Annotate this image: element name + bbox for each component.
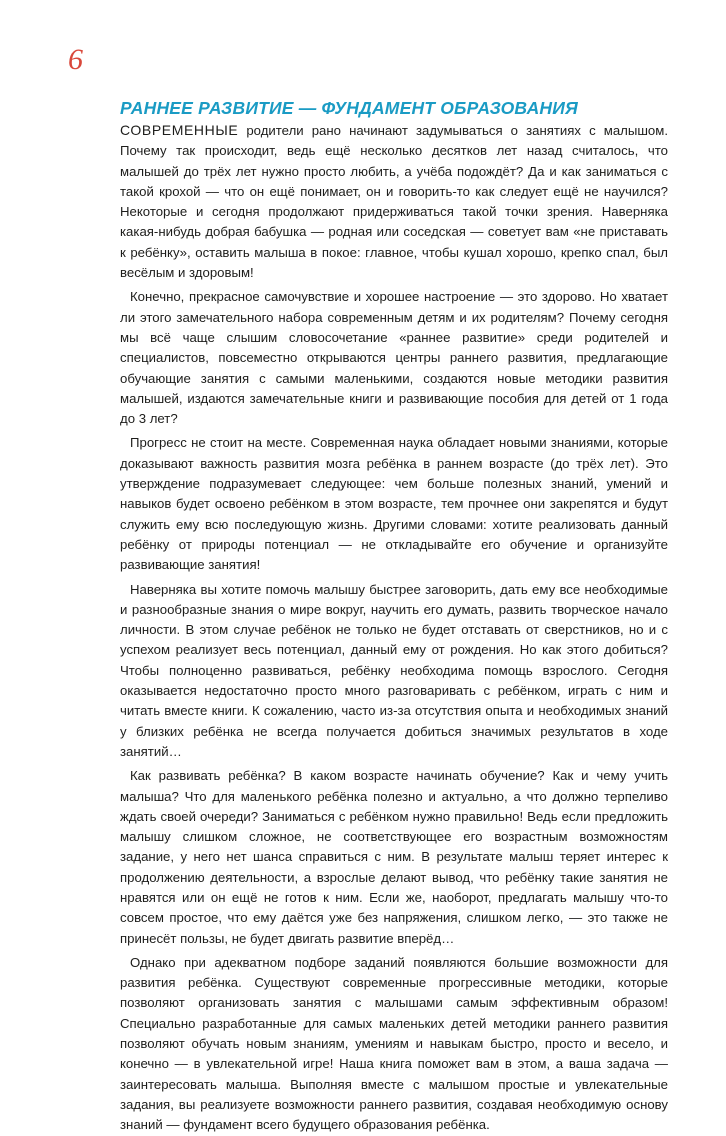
paragraph-5: Как развивать ребёнка? В каком возрасте начинать обучение? Как и чему учить малыша? Что для маленького ребёнка полезно и актуально, а что должно терпеливо ждать своей очереди? Заниматься с ребёнком нужно правильно! Ведь если предложить малышу слишком сложное, не соответствующее его возрастным возможностям задание, у него нет шанса справиться с ним. В результате малыш теряет интерес к продолжению деятельности, а взрослые делают вывод, что ребёнку такие занятия не нравятся или он ещё не готов к ним. Если же, наоборот, предлагать малышу что-то совсем простое, что ему даётся уже без напряжения, слишком легко, — это также не принесёт пользы, не будет двигать развитие вперёд…	[120, 768, 668, 946]
paragraph-2: Конечно, прекрасное самочувствие и хорошее настроение — это здорово. Но хватает ли этого замечательного набора современным детям и их родителям? Почему сегодня мы всё чаще слышим словосочетание «раннее развитие» среди родителей и специалистов, повсеместно открываются центры раннего развития, предлагающие обучающие занятия с самыми маленькими, создаются новые методики развития малышей, издаются замечательные книги и развивающие пособия для детей от 1 года до 3 лет?	[120, 289, 668, 427]
paragraph-6: Однако при адекватном подборе заданий появляются большие возможности для развития ребёнка. Существуют современные прогрессивные методики, которые позволяют организовать занятия с малышами самым эффективным образом! Специально разработанные для самых маленьких детей методики раннего развития позволяют обучать новым знаниям, умениям и навыкам быстро, просто и весело, и конечно — в увлекательной игре! Наша книга поможет вам в этом, а ваша задача — заинтересовать малыша. Выполняя вместе с малышом простые и увлекательные задания, вы реализуете возможности раннего развития, создавая необходимую основу знаний — фундамент всего будущего образования ребёнка.	[120, 954, 668, 1133]
lead-word: СОВРЕМЕННЫЕ	[120, 122, 239, 138]
page-number: 6	[68, 43, 83, 76]
article-title: РАННЕЕ РАЗВИТИЕ — ФУНДАМЕНТ ОБРАЗОВАНИЯ	[120, 98, 578, 118]
paragraph-3: Прогресс не стоит на месте. Современная наука обладает новыми знаниями, которые доказывают важность развития мозга ребёнка в раннем возрасте (до трёх лет). Это утверждение подразумевает следующее: чем больше полезных знаний, умений и навыков будет освоено ребёнком в этом возрасте, тем прочнее они закрепятся и будут служить ему всю последующую жизнь. Другими словами: хотите реализовать данный ребёнку от природы потенциал — не откладывайте его обучение и организуйте развивающие занятия!	[120, 435, 668, 573]
paragraph-4: Наверняка вы хотите помочь малышу быстрее заговорить, дать ему все необходимые и разнообразные знания о мире вокруг, научить его думать, развить творческое начало личности. В этом случае ребёнок не только не будет отставать от сверстников, но и с успехом реализует весь потенциал, данный ему от рождения. Но как этого добиться? Чтобы полноценно развиваться, ребёнку необходима помощь взрослого. Сегодня оказывается недостаточно просто много разговаривать с ребёнком, играть с ним и читать вместе книги. К сожалению, часто из-за отсутствия опыта и необходимых знаний у близких ребёнка не всегда получается добиться значимых результатов в ходе занятий…	[120, 581, 668, 759]
paragraph-1	[120, 120, 668, 283]
paragraph-1-text: родители рано начинают задумываться о занятиях с малышом. Почему так происходит, ведь ещё несколько десятков лет назад считалось, что малышей до трёх лет нужно просто любить, а учёба подождёт? Да и как заниматься с такой крохой — что он ещё понимает, он и говорить-то как следует ещё не научился? Некоторые и сегодня продолжают придерживаться такой точки зрения. Наверняка какая-нибудь добрая бабушка — родная или соседская — советует вам «не приставать к ребёнку», оставить малыша в покое: главное, чтобы кушал хорошо, крепко спал, был весёлым и здоровым!	[120, 123, 668, 281]
